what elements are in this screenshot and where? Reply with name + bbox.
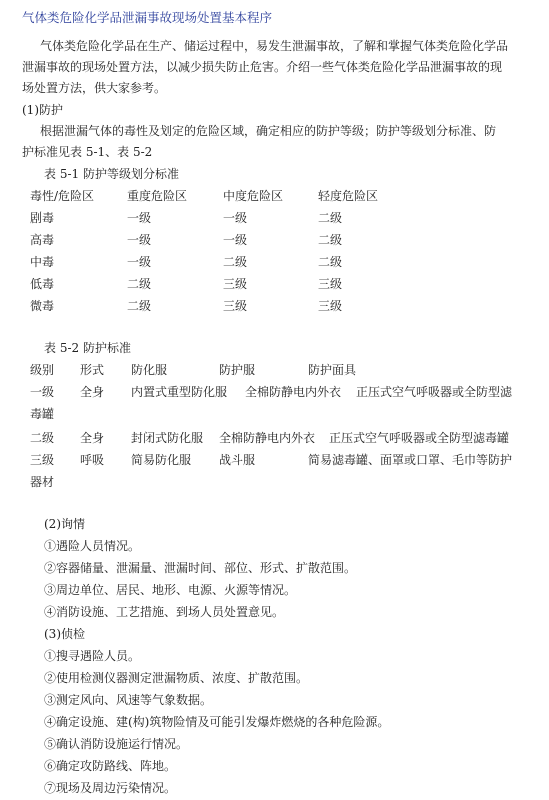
table-cell: 三级 bbox=[318, 277, 343, 291]
table-header-row bbox=[0, 362, 549, 378]
intro-line: 场处置方法，供大家参考。 bbox=[22, 81, 167, 95]
table-header: 级别 bbox=[30, 363, 55, 377]
table-cell: 三级 bbox=[318, 299, 343, 313]
table-cell: 三级 bbox=[223, 277, 248, 291]
section-heading: (2)询情 bbox=[44, 517, 85, 531]
list-item: ②容器储量、泄漏量、泄漏时间、部位、形式、扩散范围。 bbox=[44, 561, 357, 575]
intro-line: 泄漏事故的现场处置方法，以减少损失防止危害。介绍一些气体类危险化学品泄漏事故的现 bbox=[22, 60, 503, 74]
list-item: ④消防设施、工艺措施、到场人员处置意见。 bbox=[44, 605, 285, 619]
table-cell: 二级 bbox=[318, 211, 343, 225]
table-cell: 一级 bbox=[127, 255, 152, 269]
table-cell-continued: 器材 bbox=[30, 475, 55, 489]
table-row bbox=[0, 254, 549, 270]
table-row bbox=[0, 384, 549, 400]
table-header: 防化服 bbox=[131, 363, 168, 377]
list-item: ④确定设施、建(构)筑物险情及可能引发爆炸燃烧的各种危险源。 bbox=[44, 715, 390, 729]
table-cell: 简易防化服 bbox=[131, 453, 192, 467]
table-cell: 二级 bbox=[318, 233, 343, 247]
table-cell: 全身 bbox=[80, 385, 105, 399]
list-item: ③测定风向、风速等气象数据。 bbox=[44, 693, 213, 707]
table-cell: 二级 bbox=[223, 255, 248, 269]
table-header: 重度危险区 bbox=[127, 189, 188, 203]
table-header-row bbox=[0, 188, 549, 204]
table-header: 防护面具 bbox=[308, 363, 357, 377]
protection-text: 护标准见表 5-1、表 5-2 bbox=[22, 145, 153, 159]
list-item: ⑤确认消防设施运行情况。 bbox=[44, 737, 189, 751]
table-cell: 一级 bbox=[223, 233, 248, 247]
table-header: 中度危险区 bbox=[223, 189, 284, 203]
list-item: ①搜寻遇险人员。 bbox=[44, 649, 141, 663]
section-heading: (1)防护 bbox=[22, 103, 63, 117]
table-header: 轻度危险区 bbox=[318, 189, 379, 203]
table-cell: 正压式空气呼吸器或全防型滤 bbox=[356, 385, 513, 399]
section-heading: (3)侦检 bbox=[44, 627, 85, 641]
document-title: 气体类危险化学品泄漏事故现场处置基本程序 bbox=[22, 10, 273, 25]
table-row bbox=[0, 452, 549, 468]
table-cell: 一级 bbox=[223, 211, 248, 225]
list-item: ⑥确定攻防路线、阵地。 bbox=[44, 759, 177, 773]
table-row bbox=[0, 210, 549, 226]
table-row bbox=[0, 298, 549, 314]
table-header: 形式 bbox=[80, 363, 105, 377]
table-cell: 一级 bbox=[127, 211, 152, 225]
table-cell: 三级 bbox=[223, 299, 248, 313]
table-cell: 二级 bbox=[127, 277, 152, 291]
table-cell: 二级 bbox=[30, 431, 55, 445]
table-header: 防护服 bbox=[219, 363, 256, 377]
table-cell: 中毒 bbox=[30, 255, 55, 269]
table-cell: 全身 bbox=[80, 431, 105, 445]
table-cell: 一级 bbox=[30, 385, 55, 399]
table-cell: 战斗服 bbox=[219, 453, 256, 467]
table-cell: 高毒 bbox=[30, 233, 55, 247]
table-cell: 一级 bbox=[127, 233, 152, 247]
table-cell: 二级 bbox=[318, 255, 343, 269]
list-item: ②使用检测仪器测定泄漏物质、浓度、扩散范围。 bbox=[44, 671, 309, 685]
table-cell: 正压式空气呼吸器或全防型滤毒罐 bbox=[329, 431, 510, 445]
table-cell: 简易滤毒罐、面罩或口罩、毛巾等防护 bbox=[308, 453, 513, 467]
table-caption: 表 5-1 防护等级划分标准 bbox=[44, 167, 179, 181]
table-cell: 微毒 bbox=[30, 299, 55, 313]
table-cell: 剧毒 bbox=[30, 211, 55, 225]
list-item: ①遇险人员情况。 bbox=[44, 539, 141, 553]
list-item: ③周边单位、居民、地形、电源、火源等情况。 bbox=[44, 583, 297, 597]
table-cell: 低毒 bbox=[30, 277, 55, 291]
list-item: ⑦现场及周边污染情况。 bbox=[44, 781, 177, 795]
table-cell: 封闭式防化服 bbox=[131, 431, 204, 445]
table-row bbox=[0, 276, 549, 292]
table-row bbox=[0, 232, 549, 248]
table-cell: 呼吸 bbox=[80, 453, 105, 467]
table-cell: 全棉防静电内外衣 bbox=[245, 385, 342, 399]
table-cell: 三级 bbox=[30, 453, 55, 467]
intro-line: 气体类危险化学品在生产、储运过程中，易发生泄漏事故，了解和掌握气体类危险化学品 bbox=[40, 39, 509, 53]
table-caption: 表 5-2 防护标准 bbox=[44, 341, 131, 355]
table-cell: 二级 bbox=[127, 299, 152, 313]
table-cell: 内置式重型防化服 bbox=[131, 385, 228, 399]
table-cell: 全棉防静电内外衣 bbox=[219, 431, 316, 445]
protection-text: 根据泄漏气体的毒性及划定的危险区域，确定相应的防护等级；防护等级划分标准、防 bbox=[40, 124, 497, 138]
table-cell-continued: 毒罐 bbox=[30, 407, 55, 421]
table-header: 毒性/危险区 bbox=[30, 189, 95, 203]
table-row bbox=[0, 430, 549, 446]
